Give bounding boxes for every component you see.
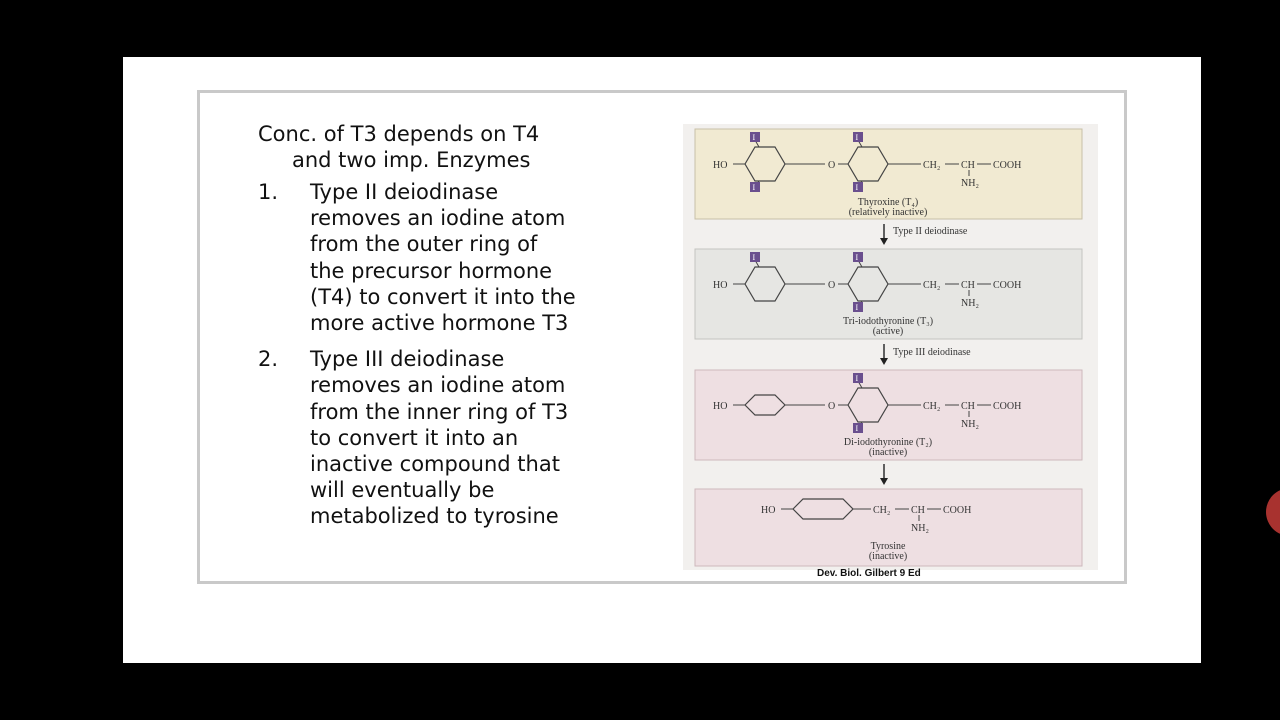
arrow-type-ii: [880, 224, 968, 245]
list-line: removes an iodine atom: [310, 373, 566, 398]
list-line: will eventually be: [310, 478, 495, 503]
list-line: the precursor hormone: [310, 258, 553, 283]
compound-name: Di-iodothyronine (T₂): [843, 437, 933, 448]
arrow-type-iii: [880, 344, 971, 365]
arrow-label: Type II deiodinase: [893, 226, 968, 237]
enzyme-list: [258, 179, 678, 540]
iodine-label: I: [855, 183, 859, 192]
ch-label: CH: [961, 160, 975, 171]
list-item: [258, 179, 678, 336]
list-line: Type III deiodinase: [310, 347, 505, 372]
iodine-label: I: [855, 303, 859, 312]
list-line: inactive compound that: [310, 452, 560, 477]
list-line: metabolized to tyrosine: [310, 504, 559, 529]
ether-o-label: O: [828, 280, 836, 291]
ch2-label: CH₂: [873, 505, 891, 516]
iodine-label: I: [855, 374, 859, 383]
list-item: [258, 346, 678, 529]
compound-status: (inactive): [868, 447, 908, 458]
ch2-label: CH₂: [923, 280, 941, 291]
list-line: from the inner ring of T3: [310, 399, 569, 424]
ho-label: HO: [761, 505, 776, 516]
iodine-label: I: [752, 133, 756, 142]
iodine-label: I: [752, 183, 756, 192]
compound-name: Tyrosine: [870, 541, 906, 552]
list-line: to convert it into an: [310, 425, 519, 450]
compound-status: (relatively inactive): [848, 207, 928, 218]
iodine-label: I: [855, 133, 859, 142]
ho-label: HO: [713, 401, 728, 412]
arrow-final: [880, 464, 888, 485]
pathway-diagram: [683, 124, 1098, 570]
cooh-label: COOH: [993, 160, 1022, 171]
ch-label: CH: [961, 401, 975, 412]
list-line: removes an iodine atom: [310, 206, 566, 231]
list-number: 2.: [258, 347, 279, 372]
nh2-label: NH₂: [961, 178, 979, 189]
list-number: 1.: [258, 180, 279, 204]
list-line: (T4) to convert it into the: [310, 284, 576, 309]
ch-label: CH: [961, 280, 975, 291]
nh2-label: NH₂: [961, 298, 979, 309]
figure-caption: Dev. Biol. Gilbert 9 Ed: [817, 568, 921, 579]
nh2-label: NH₂: [911, 523, 929, 534]
ch2-label: CH₂: [923, 401, 941, 412]
cooh-label: COOH: [993, 280, 1022, 291]
ho-label: HO: [713, 280, 728, 291]
list-line: Type II deiodinase: [310, 180, 499, 204]
iodine-label: I: [855, 253, 859, 262]
thyroid-hormone-pathway-figure: [683, 124, 1098, 570]
ch-label: CH: [911, 505, 925, 516]
cooh-label: COOH: [943, 505, 972, 516]
compound-status: (active): [872, 326, 904, 337]
compound-status: (inactive): [868, 551, 908, 562]
iodine-label: I: [752, 253, 756, 262]
ho-label: HO: [713, 160, 728, 171]
nh2-label: NH₂: [961, 419, 979, 430]
cooh-label: COOH: [993, 401, 1022, 412]
list-line: more active hormone T3: [310, 311, 569, 336]
ch2-label: CH₂: [923, 160, 941, 171]
compound-name: Thyroxine (T₄): [857, 197, 919, 208]
heading-line-1: Conc. of T3 depends on T4: [258, 122, 540, 146]
floating-action-button[interactable]: [1266, 488, 1280, 536]
compound-name: Tri-iodothyronine (T₃): [842, 316, 934, 327]
heading-line-2: and two imp. Enzymes: [292, 148, 531, 172]
iodine-label: I: [855, 424, 859, 433]
ether-o-label: O: [828, 401, 836, 412]
list-line: from the outer ring of: [310, 232, 538, 257]
arrow-label: Type III deiodinase: [893, 347, 971, 358]
ether-o-label: O: [828, 160, 836, 171]
slide-heading: [258, 121, 658, 173]
